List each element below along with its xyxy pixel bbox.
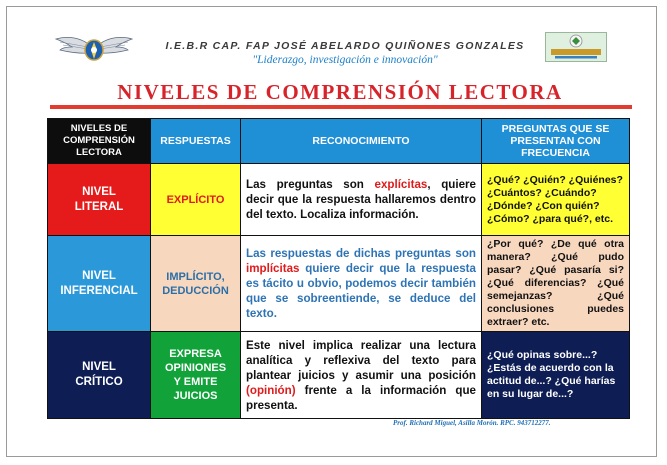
header-reconocimiento: RECONOCIMIENTO [241, 119, 482, 164]
keyword-opinion: (opinión) [246, 383, 296, 397]
school-crest-logo [545, 32, 607, 62]
air-force-wings-emblem [54, 32, 134, 66]
level-critico [48, 332, 151, 419]
school-motto: "Liderazgo, investigación e innovación" [252, 54, 438, 66]
level-inferencial [48, 236, 151, 332]
level-label: NIVEL [82, 361, 116, 373]
level-name: INFERENCIAL [60, 284, 138, 297]
header-respuestas: RESPUESTAS [151, 119, 241, 164]
level-label: NIVEL [82, 269, 116, 282]
level-name: LITERAL [74, 200, 124, 213]
response-explicito: EXPLÍCITO [151, 164, 241, 236]
page-title: NIVELES DE COMPRENSIÓN LECTORA [117, 80, 563, 104]
title-underline [50, 105, 632, 109]
header-niveles: NIVELES DE COMPRENSIÓN LECTORA [48, 119, 151, 164]
level-literal [48, 164, 151, 236]
questions-critico: ¿Qué opinas sobre...? ¿Estás de acuerdo con la actitud de...? ¿Qué harías en su lugar de...? [482, 332, 630, 419]
response-implicito: IMPLÍCITO, DEDUCCIÓN [151, 236, 241, 332]
reading-levels-table [47, 118, 630, 419]
table-row-literal [48, 164, 630, 236]
table-row-critico [48, 332, 630, 419]
description-critico: Este nivel implica realizar una lectura analítica y reflexiva del texto para plantear juicios y asumir una posición (opinión) frente a la información que presenta. [241, 332, 482, 419]
header-preguntas: PREGUNTAS QUE SE PRESENTAN CON FRECUENCIA [482, 119, 630, 164]
level-label: NIVEL [82, 185, 116, 198]
table-header-row [48, 119, 630, 164]
school-name: I.E.B.R CAP. FAP JOSÉ ABELARDO QUIÑONES GONZALES [165, 40, 525, 52]
table-row-inferencial [48, 236, 630, 332]
keyword-explicitas: explícitas [374, 178, 428, 191]
level-name: CRÍTICO [75, 376, 123, 388]
questions-inferencial: ¿Por qué? ¿De qué otra manera? ¿Qué pudo pasar? ¿Qué pasaría si? ¿Qué diferencias? ¿Qué semejanzas? ¿Qué conclusiones puedes extraer? etc. [482, 236, 630, 332]
response-opiniones: EXPRESA OPINIONES Y EMITE JUICIOS [151, 332, 241, 419]
keyword-implicitas: implícitas [246, 262, 300, 275]
author-credit: Prof. Richard Miguel, Asilla Morón. RPC. 943712277. [393, 419, 551, 427]
description-inferencial: Las respuestas de dichas preguntas son implícitas quiere decir que la respuesta es tácito u obvio, podemos decir también que se sobreentiende, se deduce del texto. [241, 236, 482, 332]
description-literal: Las preguntas son explícitas, quiere decir que la respuesta hallaremos dentro del texto. Localiza información. [241, 164, 482, 236]
questions-literal: ¿Qué? ¿Quién? ¿Quiénes? ¿Cuántos? ¿Cuándo? ¿Dónde? ¿Con quién? ¿Cómo? ¿para qué?, etc. [482, 164, 630, 236]
